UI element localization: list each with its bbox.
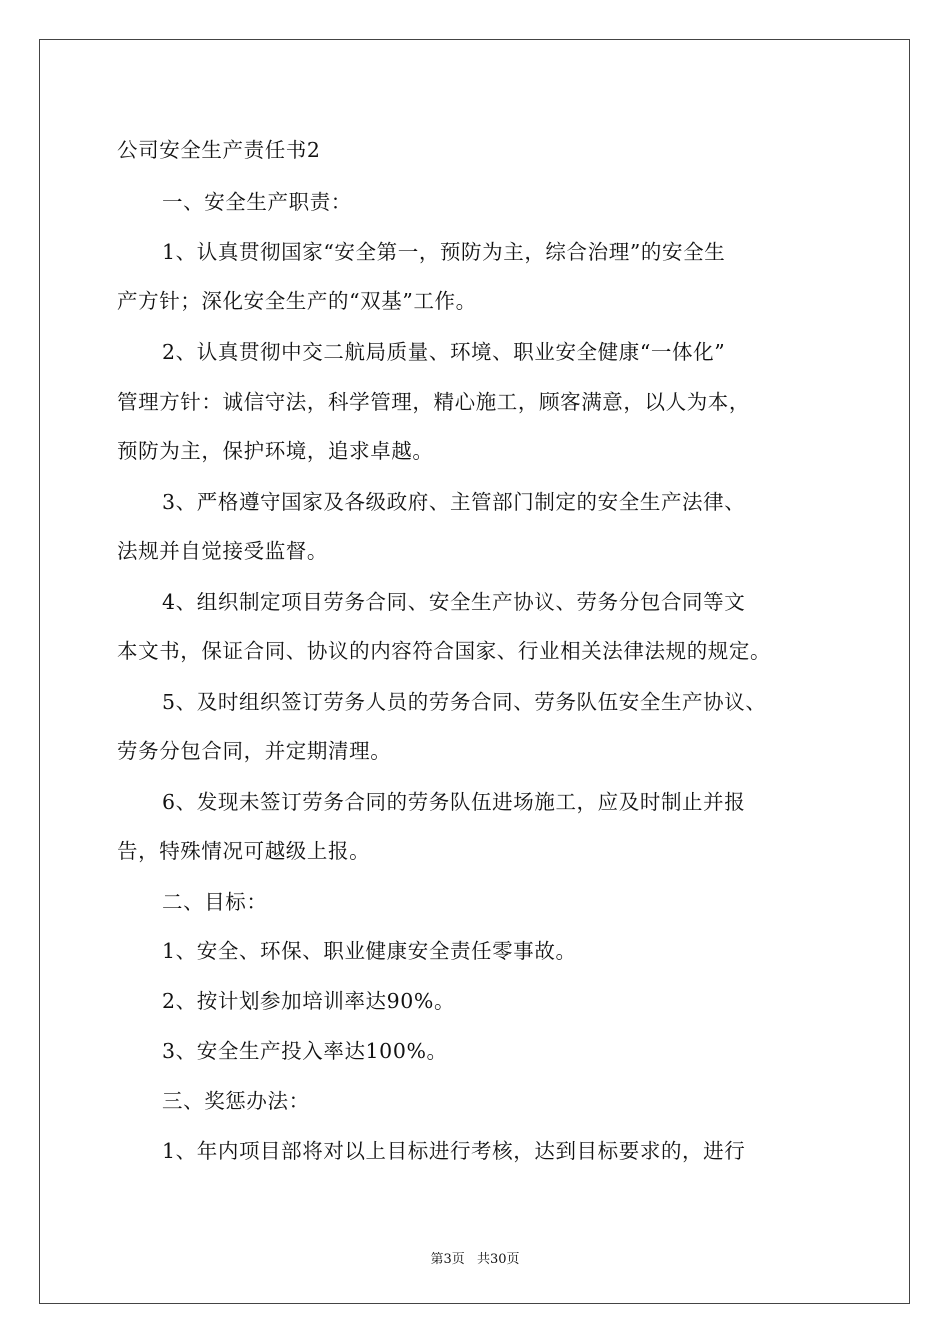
section-heading: 三、奖惩办法： <box>162 1089 310 1113</box>
paragraph-line: 1、安全、环保、职业健康安全责任零事故。 <box>162 939 577 963</box>
paragraph-line: 6、发现未签订劳务合同的劳务队伍进场施工，应及时制止并报 <box>162 790 746 814</box>
paragraph-line: 3、严格遵守国家及各级政府、主管部门制定的安全生产法律、 <box>162 490 746 514</box>
paragraph-line: 1、年内项目部将对以上目标进行考核，达到目标要求的，进行 <box>162 1139 746 1163</box>
paragraph-line: 3、安全生产投入率达100%。 <box>162 1039 448 1063</box>
paragraph-line: 本文书，保证合同、协议的内容符合国家、行业相关法律法规的规定。 <box>117 639 772 663</box>
paragraph-line: 2、认真贯彻中交二航局质量、环境、职业安全健康“一体化” <box>162 340 726 364</box>
page-total: 共30页 <box>476 1252 520 1267</box>
section-heading: 二、目标： <box>162 890 268 914</box>
paragraph-line: 1、认真贯彻国家“安全第一，预防为主，综合治理”的安全生 <box>162 240 726 264</box>
paragraph-line: 产方针；深化安全生产的“双基”工作。 <box>117 289 477 313</box>
section-heading: 一、安全生产职责： <box>162 190 352 214</box>
page-border <box>39 39 910 1304</box>
document-title: 公司安全生产责任书2 <box>117 138 321 162</box>
page-footer <box>0 1248 950 1267</box>
paragraph-line: 4、组织制定项目劳务合同、安全生产协议、劳务分包合同等文 <box>162 590 746 614</box>
paragraph-line: 预防为主，保护环境，追求卓越。 <box>117 439 434 463</box>
paragraph-line: 法规并自觉接受监督。 <box>117 539 328 563</box>
page-number: 第3页 <box>430 1252 465 1267</box>
paragraph-line: 劳务分包合同，并定期清理。 <box>117 739 392 763</box>
paragraph-line: 管理方针：诚信守法，科学管理，精心施工，顾客满意，以人为本， <box>117 390 750 414</box>
paragraph-line: 告，特殊情况可越级上报。 <box>117 839 371 863</box>
paragraph-line: 2、按计划参加培训率达90%。 <box>162 989 456 1013</box>
paragraph-line: 5、及时组织签订劳务人员的劳务合同、劳务队伍安全生产协议、 <box>162 690 767 714</box>
